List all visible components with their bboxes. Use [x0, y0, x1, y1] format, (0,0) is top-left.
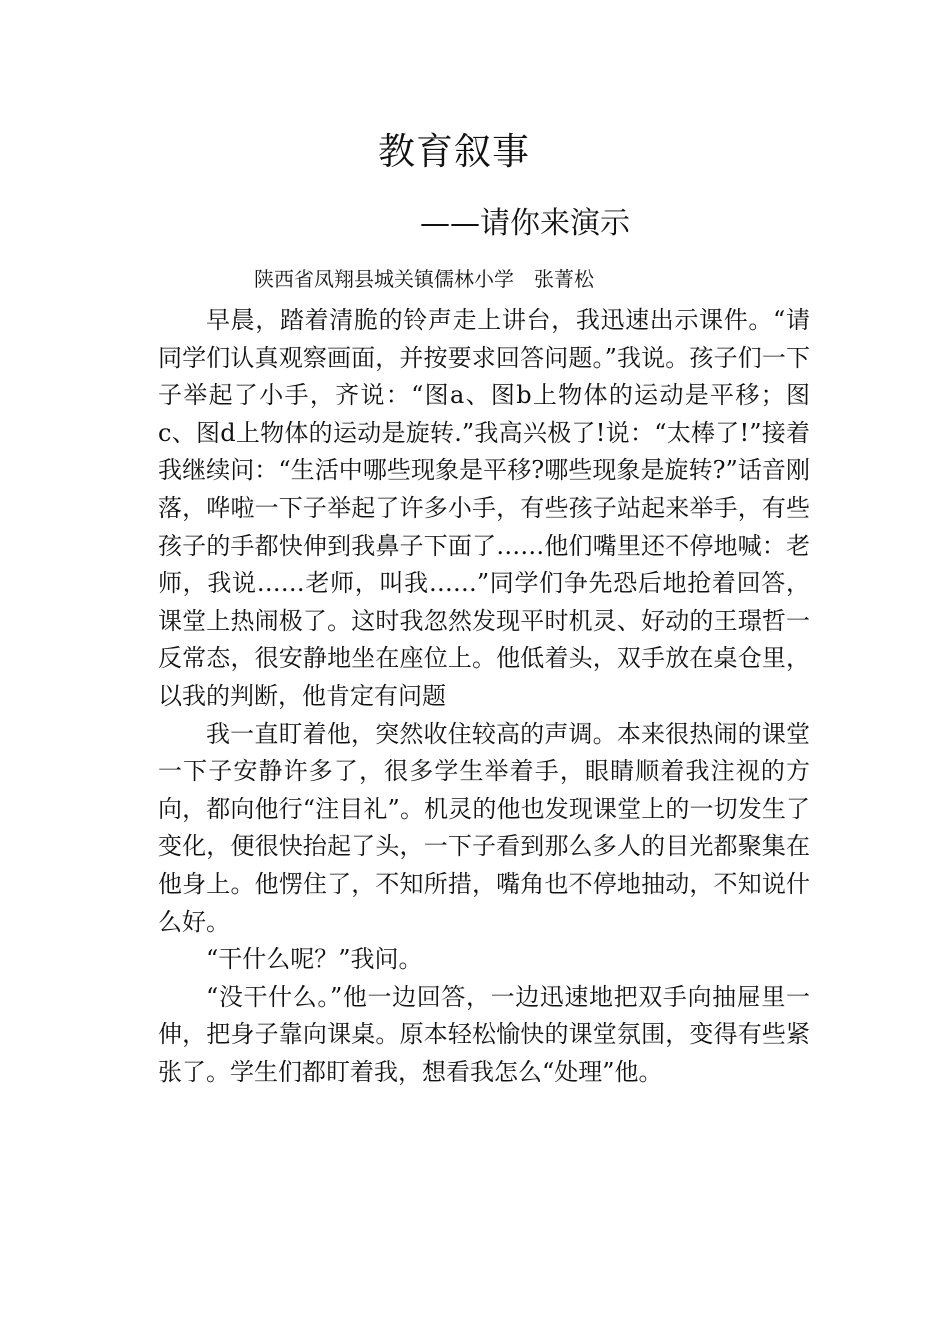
- document-subtitle: ——请你来演示: [420, 206, 630, 241]
- paragraph-3: “干什么呢？”我问。: [206, 945, 423, 974]
- body-text: [158, 302, 810, 1091]
- paragraph-4: “没干什么。”他一边回答，一边迅速地把双手向抽屉里一伸，把身子靠向课桌。原本轻松愉快的课堂氛围，变得有些紧张了。学生们都盯着我，想看我怎么“处理”他。: [158, 982, 810, 1086]
- document-title: 教育叙事: [378, 130, 530, 173]
- paragraph-2: 我一直盯着他，突然收住较高的声调。本来很热闹的课堂一下子安静许多了，很多学生举着手，眼睛顺着我注视的方向，都向他行“注目礼”。机灵的他也发现课堂上的一切发生了变化，便很快抬起了头，一下子看到那么多人的目光都聚集在他身上。他愣住了，不知所措，嘴角也不停地抽动，不知说什么好。: [158, 719, 810, 936]
- author-line: 陕西省凤翔县城关镇儒林小学 张菁松: [254, 267, 594, 291]
- paragraph-1: 早晨，踏着清脆的铃声走上讲台，我迅速出示课件。“请同学们认真观察画面，并按要求回答问题。”我说。孩子们一下子举起了小手，齐说：“图a、图b上物体的运动是平移；图c、图d上物体的运动是旋转.”我高兴极了!说：“太棒了!”接着我继续问：“生活中哪些现象是平移?哪些现象是旋转?”话音刚落，哗啦一下子举起了许多小手，有些孩子站起来举手，有些孩子的手都快伸到我鼻子下面了……他们嘴里还不停地喊：老师，我说……老师，叫我……”同学们争先恐后地抢着回答，课堂上热闹极了。这时我忽然发现平时机灵、好动的王璟哲一反常态，很安静地坐在座位上。他低着头，双手放在桌仓里，以我的判断，他肯定有问题: [158, 306, 810, 710]
